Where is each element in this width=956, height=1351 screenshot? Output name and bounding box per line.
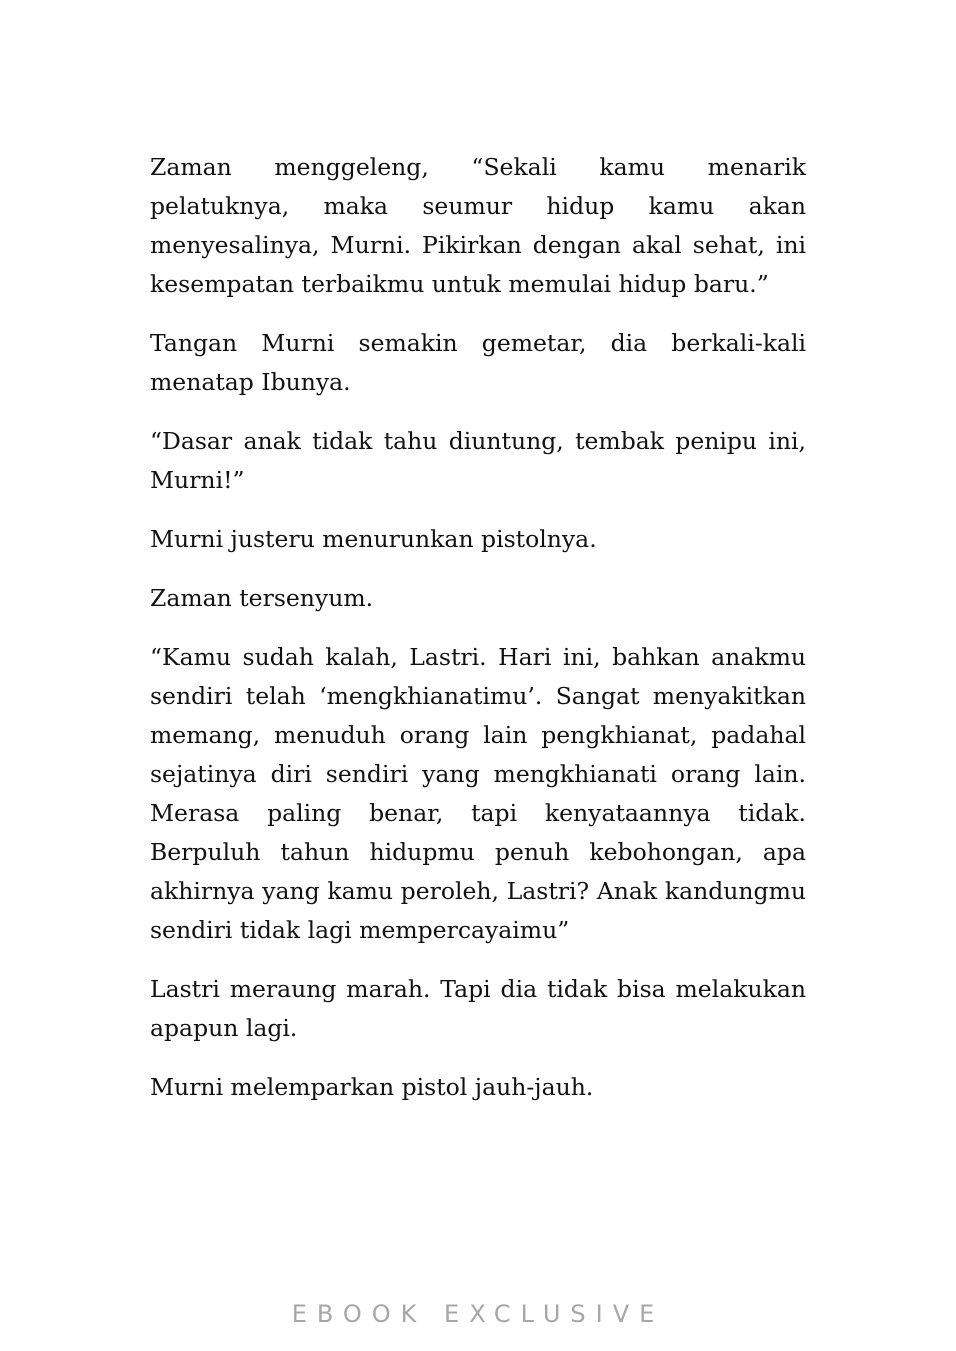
footer-label: EBOOK EXCLUSIVE	[291, 1300, 665, 1328]
paragraph-3: “Dasar anak tidak tahu diuntung, tembak penipu ini, Murni!”	[150, 427, 806, 494]
paragraph-7: Lastri meraung marah. Tapi dia tidak bisa melakukan apapun lagi.	[150, 975, 806, 1042]
paragraph-4: Murni justeru menurunkan pistolnya.	[150, 525, 597, 553]
paragraph-8: Murni melemparkan pistol jauh-jauh.	[150, 1073, 594, 1101]
paragraph-5: Zaman tersenyum.	[150, 584, 374, 612]
paragraph-2: Tangan Murni semakin gemetar, dia berkali-kali menatap Ibunya.	[150, 329, 806, 396]
paragraph-1: Zaman menggeleng, “Sekali kamu menarik pelatuknya, maka seumur hidup kamu akan menyesalinya, Murni. Pikirkan dengan akal sehat, ini kesempatan terbaikmu untuk memulai hidup baru.”	[150, 153, 806, 298]
paragraph-6: “Kamu sudah kalah, Lastri. Hari ini, bahkan anakmu sendiri telah ‘mengkhianatimu’. Sangat menyakitkan memang, menuduh orang lain pengkhianat, padahal sejatinya diri sendiri yang mengkhianati orang lain. Merasa paling benar, tapi kenyataannya tidak. Berpuluh tahun hidupmu penuh kebohongan, apa akhirnya yang kamu peroleh, Lastri? Anak kandungmu sendiri tidak lagi mempercayaimu”	[150, 643, 806, 944]
page-body-text	[150, 148, 806, 1127]
